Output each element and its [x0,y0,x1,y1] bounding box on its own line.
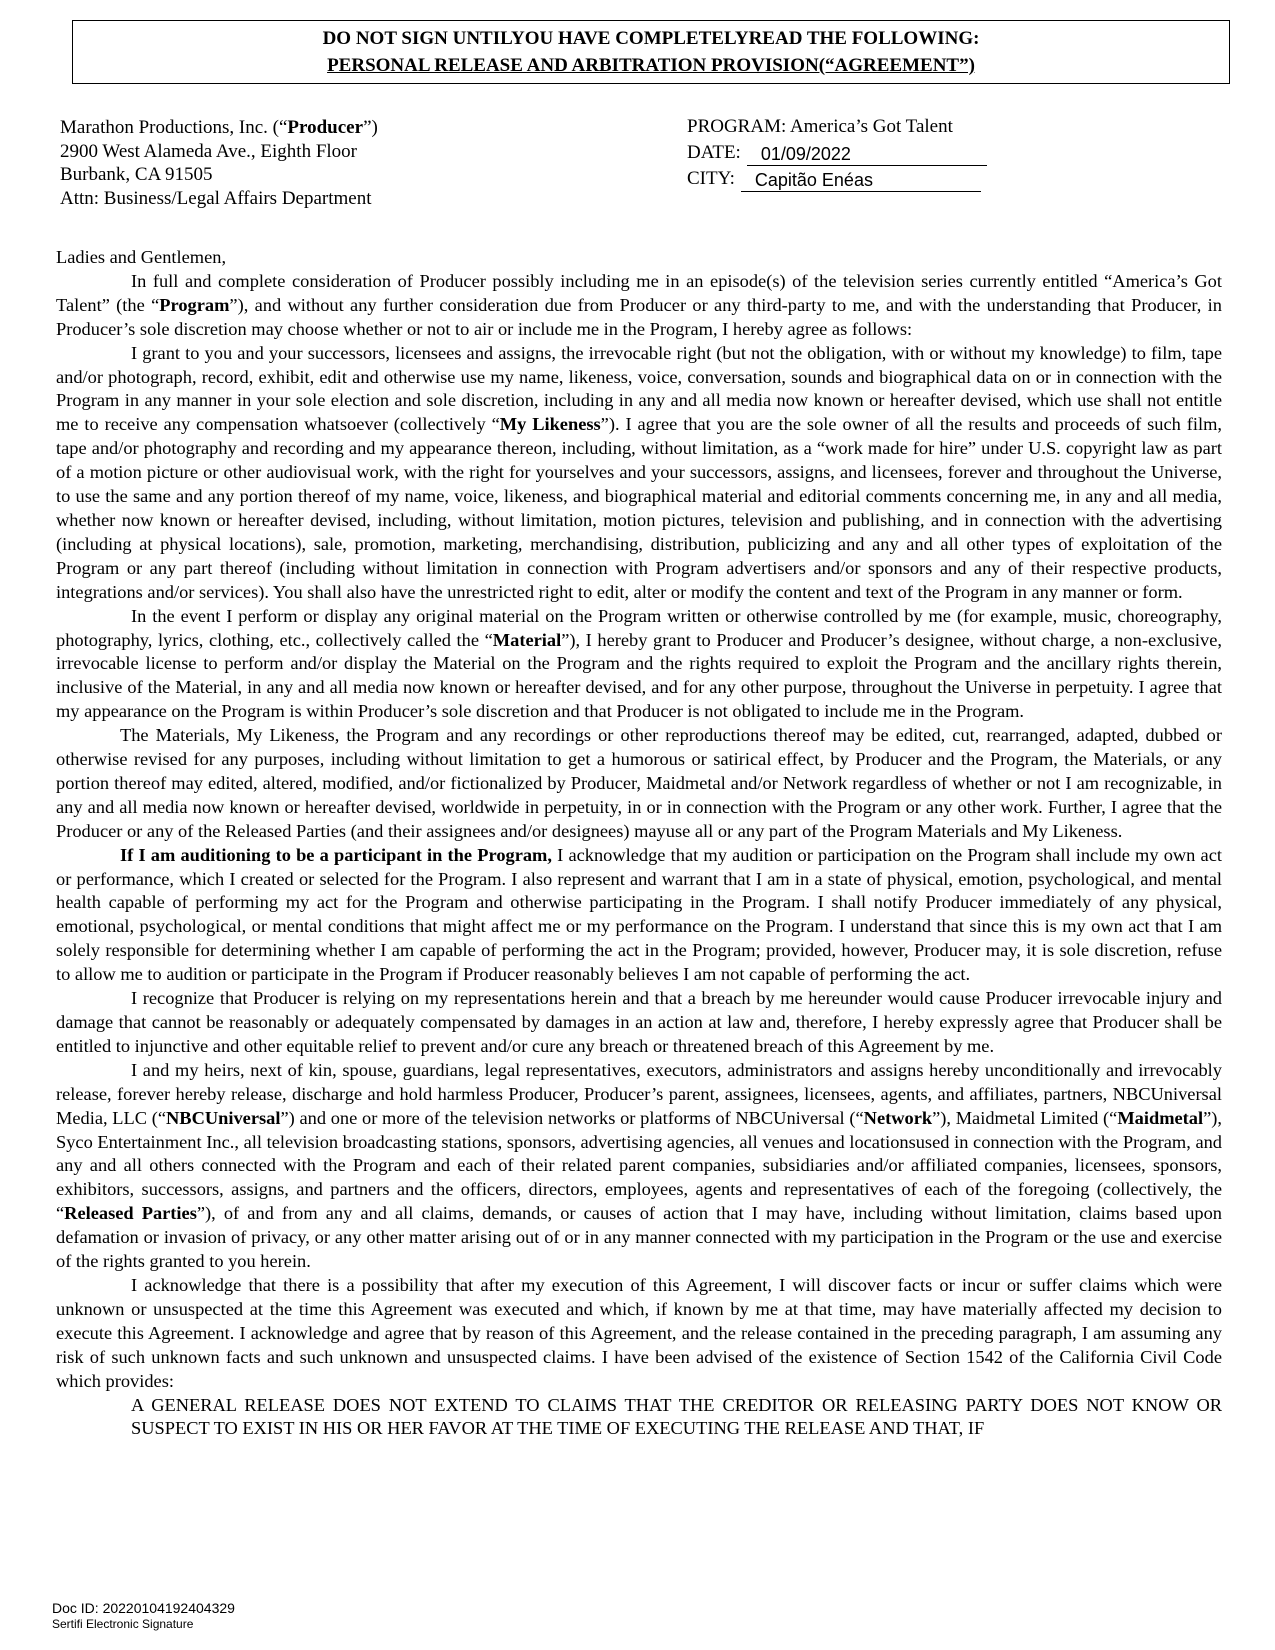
producer-name-bold: Producer [287,117,364,138]
paragraph-material [56,605,1222,725]
agreement-body [56,246,1222,1441]
p2-term-my-likeness: My Likeness [499,414,601,435]
paragraph-audition [56,844,1222,987]
p2-text-c: ”). I agree that you are the sole owner of all the results and proceeds of such film, tape and/or photography and recording and my appearance thereon, including, without limitation, as a “work made for hire” under U.S. copyright law as part of a motion picture or other audiovisual work, with the right for yourselves and your successors, assigns, and licensees, forever and throughout the Universe, to use the same and any portion thereof of my name, voice, likeness, and biographical material and editorial comments concerning me, in any and all media, whether now known or hereafter devised, including, without limitation, motion pictures, television and publishing, and in connection with the advertising (including at physical locations), sale, promotion, marketing, merchandising, distribution, publicizing and any and all other types of exploitation of the Program or any part thereof (including without limitation in connection with Program advertisers and/or sponsors and any of their respective products, integrations and/or services). You shall also have the unrestricted right to edit, alter or modify the content and text of the Program in any manner or form. [56,414,1222,602]
p5-bold-lead: If I am auditioning to be a participant in the Program, [120,844,552,865]
producer-name [60,116,378,140]
p1-text-c: ”), and without any further consideration due from Producer or any third-party to me, and with the understanding that Producer, in Producer’s sole discretion may choose whether or not to air or include me in the Program, I hereby agree as follows: [56,294,1222,339]
city-row [687,166,1007,192]
p7-text-a: I and my heirs, next of kin, spouse, guardians, legal representatives, executors, administrators and assigns hereby unconditionally and irrevocably release, forever hereby release, discharge and hold harmless Producer, Producer’s parent, assignees, licensees, agents, and affiliates, partners, NBCUniversal Media, LLC (“ [56,1059,1222,1128]
paragraph-consideration [56,270,1222,342]
date-field[interactable]: 01/09/2022 [747,143,987,166]
paragraph-unknown-claims: I acknowledge that there is a possibility that after my execution of this Agreement, I will discover facts or incur or suffer claims which were unknown or unsuspected at the time this Agreement was executed and which, if known by me at that time, may have materially affected my decision to execute this Agreement. I acknowledge and agree that by reason of this Agreement, and the release contained in the preceding paragraph, I am assuming any risk of such unknown facts and such unknown and unsuspected claims. I have been advised of the existence of Section 1542 of the California Civil Code which provides: [56,1274,1222,1391]
p2-text-a: I grant to you and your successors, licensees and assigns, the irrevocable right (but not the obligation, with or without my knowledge) to film, tape and/or photograph, record, exhibit, edit and otherwise use my name, likeness, voice, conversation, sounds and biographical data on or in connection with the Program in any manner in your sole election and sole discretion, including in any and all media now known or hereafter devised, which use shall not entitle me to receive any compensation whatsoever (collectively “ [56,342,1222,435]
civil-code-quote: A GENERAL RELEASE DOES NOT EXTEND TO CLAIMS THAT THE CREDITOR OR RELEASING PARTY DOES NOT KNOW OR SUSPECT TO EXIST IN HIS OR HER FAVOR AT THE TIME OF EXECUTING THE RELEASE AND THAT, IF [131,1394,1222,1439]
p1-text-a: In full and complete consideration of Producer possibly including me in an episode(s) of the television series currently entitled “America’s Got Talent” (the “ [56,270,1222,315]
p3-term-material: Material [492,629,562,650]
doc-id: Doc ID: 20220104192404329 [52,1600,235,1616]
p7-term-network: Network [863,1107,933,1128]
salutation: Ladies and Gentlemen, [56,247,227,267]
paragraph-injunctive-relief: I recognize that Producer is relying on my representations herein and that a breach by me hereunder would cause Producer irrevocable injury and damage that cannot be reasonably or adequately compensated by damages in an action at law and, therefore, I hereby expressly agree that Producer shall be entitled to injunctive and other equitable relief to prevent and/or cure any breach or threatened breach of this Agreement by me. [56,988,1222,1056]
paragraph-editing: The Materials, My Likeness, the Program and any recordings or other reproductions thereof may be edited, cut, rearranged, adapted, dubbed or otherwise revised for any purposes, including without limitation to get a humorous or satirical effect, by Producer and the Program, the Materials, or any portion thereof may edited, altered, modified, and/or fictionalized by Producer, Maidmetal and/or Network regardless of whether or not I am recognizable, in any and all media now known or hereafter devised, worldwide in perpetuity, in or in connection with the Program or any other work. Further, I agree that the Producer or any of the Released Parties (and their assignees and/or designees) mayuse all or any part of the Program Materials and My Likeness. [56,725,1222,841]
producer-address-line1: 2900 West Alameda Ave., Eighth Floor [60,140,357,162]
program-info-block [687,114,1007,192]
producer-attn: Attn: Business/Legal Affairs Department [60,187,372,209]
producer-address-line2: Burbank, CA 91505 [60,164,213,185]
producer-name-prefix: Marathon Productions, Inc. (“ [60,117,288,138]
date-label: DATE: [687,142,741,163]
document-header [72,20,1230,84]
signature-label: Sertifi Electronic Signature [52,1617,194,1631]
p7-text-e: ”), Maidmetal Limited (“ [932,1107,1118,1128]
producer-name-suffix: ”) [363,117,378,138]
p7-text-g: ”), Syco Entertainment Inc., all television broadcasting stations, sponsors, advertising agencies, all venues and locationsused in connection with the Program, and any and all others connected with the Program and each of their related parent companies, subsidiaries and/or affiliated companies, licensees, sponsors, exhibitors, successors, assigns, and partners and the officers, directors, employees, agents and representatives of each of the foregoing (collectively, the “ [56,1107,1223,1224]
program-line: PROGRAM: America’s Got Talent [687,116,953,137]
paragraph-release [56,1059,1222,1274]
producer-address-block [60,116,378,210]
p7-term-maidmetal: Maidmetal [1117,1107,1204,1128]
p7-text-i: ”), of and from any and all claims, demands, or causes of action that I may have, including without limitation, claims based upon defamation or invasion of privacy, or any other matter arising out of or in any manner connected with my participation in the Program or the use and exercise of the rights granted to you herein. [56,1203,1223,1272]
header-warning: DO NOT SIGN UNTILYOU HAVE COMPLETELYREAD THE FOLLOWING: [322,28,980,49]
p7-term-released-parties: Released Parties [64,1203,197,1224]
p7-text-c: ”) and one or more of the television networks or platforms of NBCUniversal (“ [280,1107,864,1128]
p1-term-program: Program [159,294,230,315]
p7-term-nbcuniversal: NBCUniversal [166,1107,281,1128]
city-label: CITY: [687,168,735,189]
header-title: PERSONAL RELEASE AND ARBITRATION PROVISION(“AGREEMENT”) [327,55,975,76]
city-field[interactable]: Capitão Enéas [741,169,981,192]
p3-text-a: In the event I perform or display any original material on the Program written or otherwise controlled by me (for example, music, choreography, photography, lyrics, clothing, etc., collectively called the “ [56,605,1222,650]
date-row [687,140,1007,166]
p3-text-c: ”), I hereby grant to Producer and Producer’s designee, without charge, a non-exclusive, irrevocable license to perform and/or display the Material on the Program and the rights required to exploit the Program and the ancillary rights therein, inclusive of the Material, in any and all media now known or hereafter devised, and for any other purpose, throughout the Universe in perpetuity. I agree that my appearance on the Program is within Producer’s sole discretion and that Producer is not obligated to include me in the Program. [56,629,1222,722]
paragraph-grant-rights [56,342,1222,605]
p5-text: I acknowledge that my audition or participation on the Program shall include my own act or performance, which I created or selected for the Program. I also represent and warrant that I am in a state of physical, emotion, psychological, and mental health capable of performing my act for the Program and otherwise participating in the Program. I shall notify Producer immediately of any physical, emotional, psychological, or mental conditions that might affect me or my performance on the Program. I understand that since this is my own act that I am solely responsible for determining whether I am capable of performing the act in the Program; provided, however, Producer may, it is sole discretion, refuse to allow me to audition or participate in the Program if Producer reasonably believes I am not capable of performing the act. [56,844,1222,985]
signature-footer [52,1600,235,1632]
